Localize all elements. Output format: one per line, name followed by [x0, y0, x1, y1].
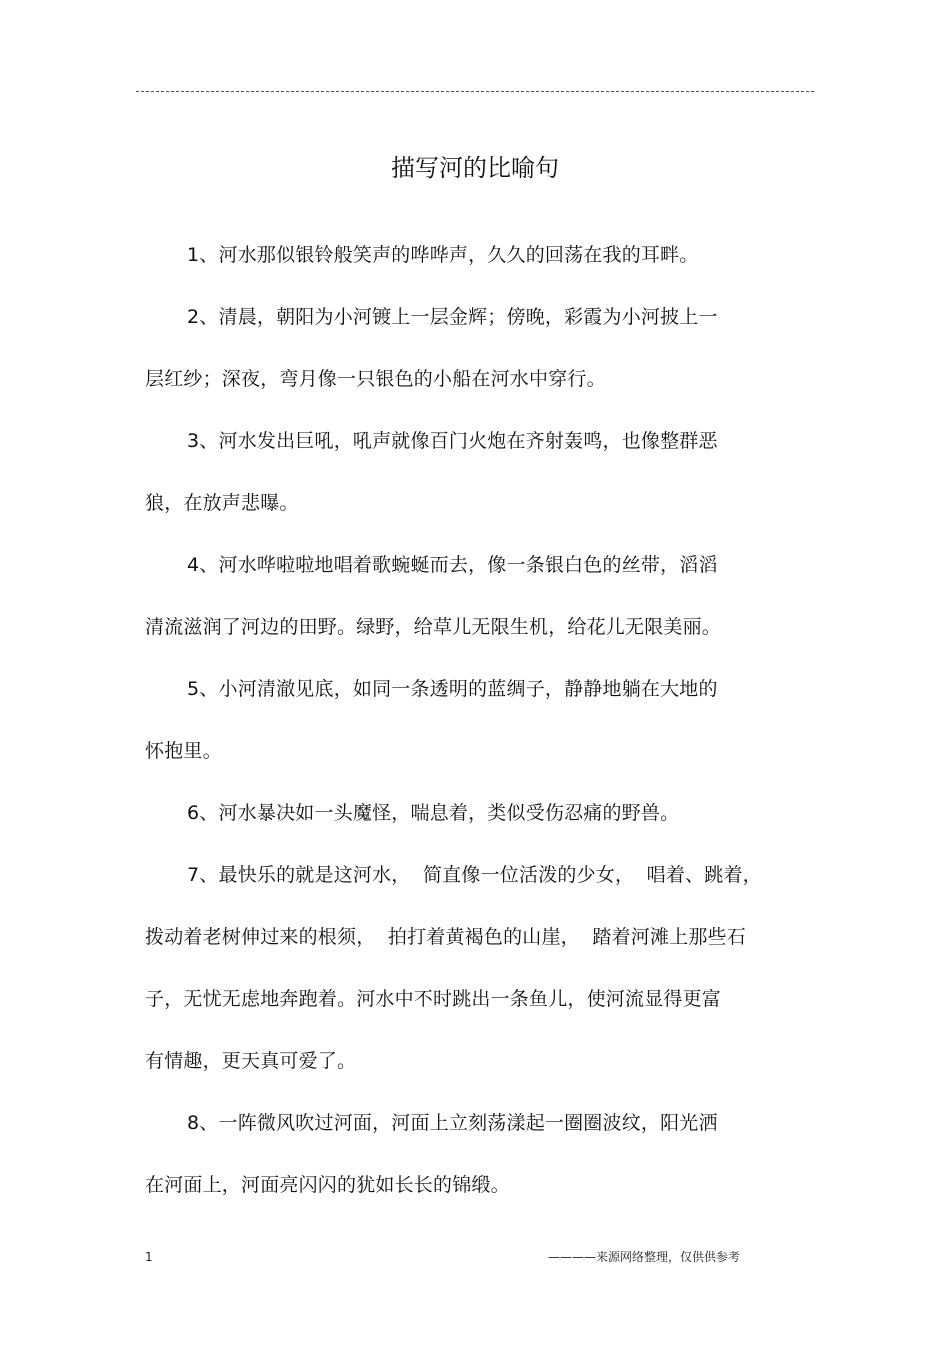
paragraph-4: [145, 534, 805, 658]
paragraph-line: 7、最快乐的就是这河水， 简直像一位活泼的少女， 唱着、跳着，: [187, 864, 762, 886]
paragraph-line: 5、小河清澈见底，如同一条透明的蓝绸子，静静地躺在大地的: [187, 678, 718, 700]
paragraph-line: 6、河水暴决如一头魔怪，喘息着，类似受伤忍痛的野兽。: [187, 802, 680, 824]
page-number: 1: [145, 1250, 153, 1264]
paragraph-1: [145, 224, 805, 286]
paragraph-line: 狼，在放声悲曝。: [145, 492, 299, 514]
paragraph-line: 1、河水那似银铃般笑声的哗哗声，久久的回荡在我的耳畔。: [187, 244, 699, 266]
paragraph-line: 8、一阵微风吹过河面，河面上立刻荡漾起一圈圈波纹，阳光洒: [187, 1112, 718, 1134]
paragraph-line: 有情趣，更天真可爱了。: [145, 1050, 357, 1072]
paragraph-line: 2、清晨，朝阳为小河镀上一层金辉；傍晚，彩霞为小河披上一: [187, 306, 718, 328]
paragraph-line: 拨动着老树伸过来的根须， 拍打着黄褐色的山崖， 踏着河滩上那些石: [145, 926, 746, 948]
paragraph-line: 3、河水发出巨吼，吼声就像百门火炮在齐射轰鸣，也像整群恶: [187, 430, 718, 452]
paragraph-line: 怀抱里。: [145, 740, 222, 762]
paragraph-line: 4、河水哗啦啦地唱着歌蜿蜒而去，像一条银白色的丝带，滔滔: [187, 554, 718, 576]
header-divider: [136, 91, 814, 92]
paragraph-8: [145, 1092, 805, 1216]
paragraph-2: [145, 286, 805, 410]
page-title: 描写河的比喻句: [391, 154, 559, 182]
document-body: [145, 224, 805, 1216]
paragraph-line: 层红纱；深夜，弯月像一只银色的小船在河水中穿行。: [145, 368, 606, 390]
paragraph-3: [145, 410, 805, 534]
paragraph-5: [145, 658, 805, 782]
paragraph-6: [145, 782, 805, 844]
paragraph-7: [145, 844, 805, 1092]
paragraph-line: 在河面上，河面亮闪闪的犹如长长的锦缎。: [145, 1174, 510, 1196]
paragraph-line: 子，无忧无虑地奔跑着。河水中不时跳出一条鱼儿，使河流显得更富: [145, 988, 722, 1010]
paragraph-line: 清流滋润了河边的田野。绿野，给草儿无限生机，给花儿无限美丽。: [145, 616, 722, 638]
footer-source-note: ————来源网络整理，仅供供参考: [548, 1250, 741, 1264]
